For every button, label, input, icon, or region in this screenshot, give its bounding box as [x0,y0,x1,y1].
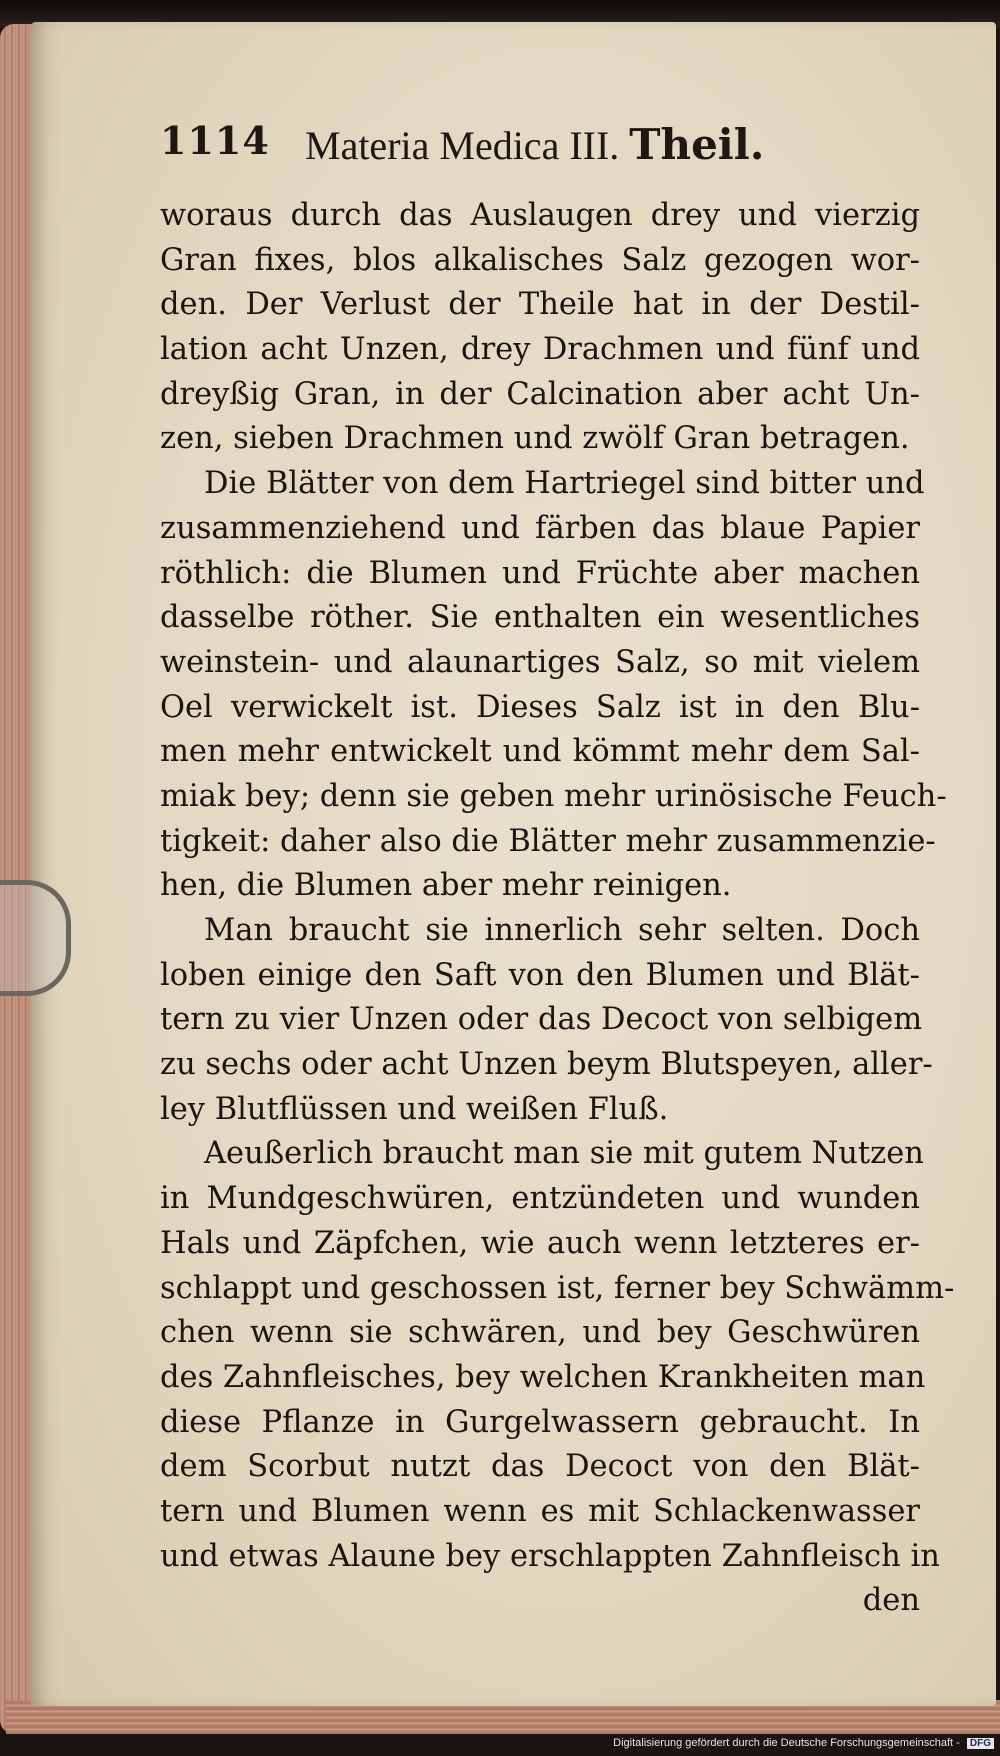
text-line: Gran fixes, blos alkalisches Salz gezogen wor- [160,242,920,278]
text-line: zen, sieben Drachmen und zwölf Gran betragen. [160,421,910,457]
running-head-title: Materia Medica III. [305,123,620,168]
text-line: dem Scorbut nutzt das Decoct von den Blät- [160,1449,920,1485]
running-head [305,120,764,169]
page-number: 1114 [160,118,270,163]
text-line: chen wenn sie schwären, und bey Geschwüren [160,1315,920,1351]
digitization-credit [613,1737,994,1749]
page-header [160,118,920,178]
text-line: des Zahnfleisches, bey welchen Krankheiten man [160,1359,926,1395]
text-line: und etwas Alaune bey erschlappten Zahnfleisch in [160,1538,940,1574]
text-line: loben einige den Saft von den Blumen und Blät- [160,957,920,993]
text-line: diese Pflanze in Gurgelwassern gebraucht. In [160,1404,920,1440]
dfg-logo: DFG [967,1738,994,1749]
text-line: röthlich: die Blumen und Früchte aber machen [160,555,920,591]
text-line: Hals und Zäpfchen, wie auch wenn letzteres er- [160,1225,920,1261]
text-line: men mehr entwickelt und kömmt mehr dem Sal- [160,734,920,770]
page-clip [0,880,71,996]
text-line: dreyßig Gran, in der Calcination aber acht Un- [160,376,920,412]
running-head-part: Theil. [629,120,765,169]
text-line: tern zu vier Unzen oder das Decoct von selbigem [160,1002,923,1038]
text-line: tern und Blumen wenn es mit Schlackenwasser [160,1493,920,1529]
body-text [160,194,955,1624]
text-line: weinstein- und alaunartiges Salz, so mit vielem [160,644,920,680]
text-line: dasselbe röther. Sie enthalten ein wesentliches [160,600,920,636]
text-line: in Mundgeschwüren, entzündeten und wunden [160,1181,920,1217]
text-line: miak bey; denn sie geben mehr urinösische Feuch- [160,778,947,814]
text-line: Aeußerlich braucht man sie mit gutem Nutzen [204,1136,924,1172]
text-line: zu sechs oder acht Unzen beym Blutspeyen, aller- [160,1047,933,1083]
text-line: hen, die Blumen aber mehr reinigen. [160,868,732,904]
text-line: tigkeit: daher also die Blätter mehr zusammenzie- [160,823,936,859]
text-line: schlappt und geschossen ist, ferner bey Schwämm- [160,1270,955,1306]
text-line: woraus durch das Auslaugen drey und vierzig [160,198,920,233]
text-line: lation acht Unzen, drey Drachmen und fünf und [160,332,920,368]
credit-text: Digitalisierung gefördert durch die Deutsche Forschungsgemeinschaft - [613,1737,960,1749]
text-line: ley Blutflüssen und weißen Fluß. [160,1091,669,1127]
catchword: den [862,1583,920,1619]
text-line: Die Blätter von dem Hartriegel sind bitter und [204,466,925,502]
text-line: Man braucht sie innerlich sehr selten. Doch [204,913,920,948]
text-line: zusammenziehend und färben das blaue Papier [160,510,920,546]
text-line: den. Der Verlust der Theile hat in der Destil- [160,287,920,323]
text-line: Oel verwickelt ist. Dieses Salz ist in den Blu- [160,689,920,725]
